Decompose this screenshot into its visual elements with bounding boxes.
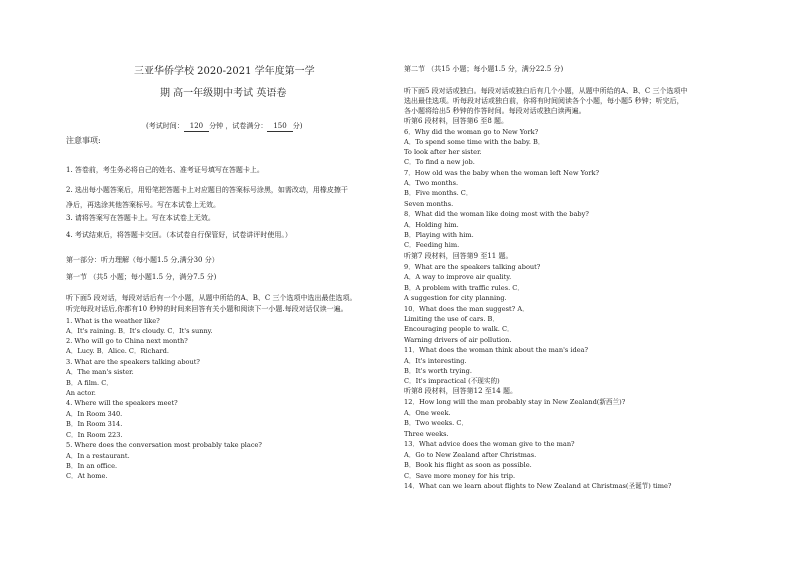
title-line-2: 期 高一年级期中考试 英语卷 bbox=[160, 88, 287, 99]
score-label: ，试卷满分： bbox=[225, 122, 268, 130]
option-text: C．Feeding him. bbox=[404, 241, 460, 249]
option-text: Limiting the use of cars. B． bbox=[404, 315, 499, 323]
question-text: 14．What can we learn about flights to New Zealand at Christmas(圣诞节) time? bbox=[404, 482, 672, 490]
option-text: B．A film. C． bbox=[66, 379, 113, 387]
question-text: 7．How old was the baby when the woman left New York? bbox=[404, 169, 599, 177]
option-text: C．At home. bbox=[66, 472, 108, 480]
option-text: B．It's worth trying. bbox=[404, 367, 472, 375]
question-text: 5. Where does the conversation most probably take place? bbox=[66, 441, 262, 449]
option-text: A．One week. bbox=[404, 409, 451, 417]
option-text: C．It's impractical (不现实的) bbox=[404, 377, 500, 385]
question-text: 9．What are the speakers talking about? bbox=[404, 263, 541, 271]
instruction-text: 听下面5 段对话或独白。每段对话或独白后有几个小题，从题中所给的A、B、C 三个选项中 bbox=[404, 87, 688, 95]
option-text: A．Two months. bbox=[404, 179, 459, 187]
option-text: B．In an office. bbox=[66, 462, 118, 470]
instruction-text: 听完每段对话后,你都有10 秒钟的时间来回答有关小题和阅读下一小题.每段对话仅读一遍。 bbox=[66, 305, 348, 313]
section-heading: 第一节 （共5 小题；每小题1.5 分，满分7.5 分) bbox=[66, 273, 217, 281]
section-heading: 第二节 （共15 小题；每小题1.5 分，满分22.5 分) bbox=[404, 65, 564, 73]
note-item: 1. 答卷前，考生务必将自己的姓名、准考证号填写在答题卡上。 bbox=[66, 166, 264, 174]
option-text: B．A problem with traffic rules. C． bbox=[404, 284, 524, 292]
note-item: 净后，再选涂其他答案标号。写在本试卷上无效。 bbox=[66, 201, 220, 209]
question-text: 12．How long will the man probably stay in New Zealand(新西兰)? bbox=[404, 398, 626, 406]
time-value: 120 bbox=[184, 122, 209, 132]
note-item: 4. 考试结束后，将答题卡交回。（本试卷自行保管好，试卷讲评时使用。） bbox=[66, 231, 292, 239]
option-text: A．In a restaurant. bbox=[66, 452, 130, 460]
note-item: 3. 请将答案写在答题卡上。写在本试卷上无效。 bbox=[66, 214, 215, 222]
option-text: Seven months. bbox=[404, 200, 454, 208]
question-text: 6．Why did the woman go to New York? bbox=[404, 128, 539, 136]
question-text: 13．What advice does the woman give to the man? bbox=[404, 440, 575, 448]
option-text: A．Go to New Zealand after Christmas. bbox=[404, 451, 537, 459]
option-text: C．Save more money for his trip. bbox=[404, 472, 516, 480]
time-label: (考试时间： bbox=[146, 122, 184, 130]
score-unit: 分) bbox=[292, 122, 303, 130]
option-text: A．It's interesting. bbox=[404, 357, 467, 365]
option-text: C．In Room 223. bbox=[66, 431, 123, 439]
option-text: A suggestion for city planning. bbox=[404, 294, 507, 302]
option-text: A．Lucy. B．Alice. C．Richard. bbox=[66, 347, 169, 355]
option-text: A．To spend some time with the baby. B． bbox=[404, 138, 545, 146]
option-text: C．To find a new job. bbox=[404, 158, 475, 166]
question-text: 10．What does the man suggest? A． bbox=[404, 305, 529, 313]
time-unit: 分钟 bbox=[209, 122, 224, 130]
material-heading: 听第6 段材料，回答第6 至8 题。 bbox=[404, 117, 509, 125]
option-text: To look after her sister. bbox=[404, 148, 482, 156]
title-line-1: 三亚华侨学校 2020-2021 学年度第一学 bbox=[134, 66, 315, 77]
option-text: B．Five months. C． bbox=[404, 189, 473, 197]
instruction-text: 各小题将给出5 秒钟的作答时间。每段对话或独白读两遍。 bbox=[404, 107, 586, 115]
question-text: 1. What is the weather like? bbox=[66, 317, 160, 325]
instruction-text: 听下面5 段对话，每段对话后有一个小题，从题中所给的A、B、C 三个选项中选出最佳选项。 bbox=[66, 294, 357, 302]
option-text: An actor. bbox=[66, 389, 96, 397]
exam-info bbox=[146, 122, 302, 132]
question-text: 3. What are the speakers talking about? bbox=[66, 358, 200, 366]
question-text: 11．What does the woman think about the man's idea? bbox=[404, 346, 589, 354]
option-text: Warning drivers of air pollution. bbox=[404, 336, 512, 344]
option-text: A．It's raining. B．It's cloudy. C．It's sunny. bbox=[66, 327, 213, 335]
option-text: Three weeks. bbox=[404, 430, 449, 438]
option-text: B．Playing with him. bbox=[404, 231, 474, 239]
instruction-text: 选出最佳选项。听每段对话或独白前，你将有时间阅读各个小题，每小题5 秒钟；听完后， bbox=[404, 97, 684, 105]
option-text: A．The man's sister. bbox=[66, 368, 134, 376]
material-heading: 听第7 段材料，回答第9 至11 题。 bbox=[404, 252, 513, 260]
notes-heading: 注意事项: bbox=[66, 136, 101, 145]
option-text: A．Holding him. bbox=[404, 221, 459, 229]
question-text: 8．What did the woman like doing most with the baby? bbox=[404, 210, 589, 218]
question-text: 2. Who will go to China next month? bbox=[66, 337, 188, 345]
material-heading: 听第8 段材料，回答第12 至14 题。 bbox=[404, 387, 517, 395]
option-text: B．Book his flight as soon as possible. bbox=[404, 461, 532, 469]
option-text: B．In Room 314. bbox=[66, 420, 123, 428]
note-item: 2. 选出每小题答案后，用铅笔把答题卡上对应题目的答案标号涂黑，如需改动，用橡皮擦干 bbox=[66, 186, 348, 194]
option-text: B．Two weeks. C． bbox=[404, 419, 468, 427]
question-text: 4. Where will the speakers meet? bbox=[66, 399, 178, 407]
score-value: 150 bbox=[267, 122, 292, 132]
section-heading: 第一部分：听力理解（每小题1.5 分,满分30 分） bbox=[66, 256, 219, 264]
option-text: A．In Room 340. bbox=[66, 410, 123, 418]
option-text: Encouraging people to walk. C． bbox=[404, 325, 514, 333]
option-text: A．A way to improve air quality. bbox=[404, 273, 512, 281]
